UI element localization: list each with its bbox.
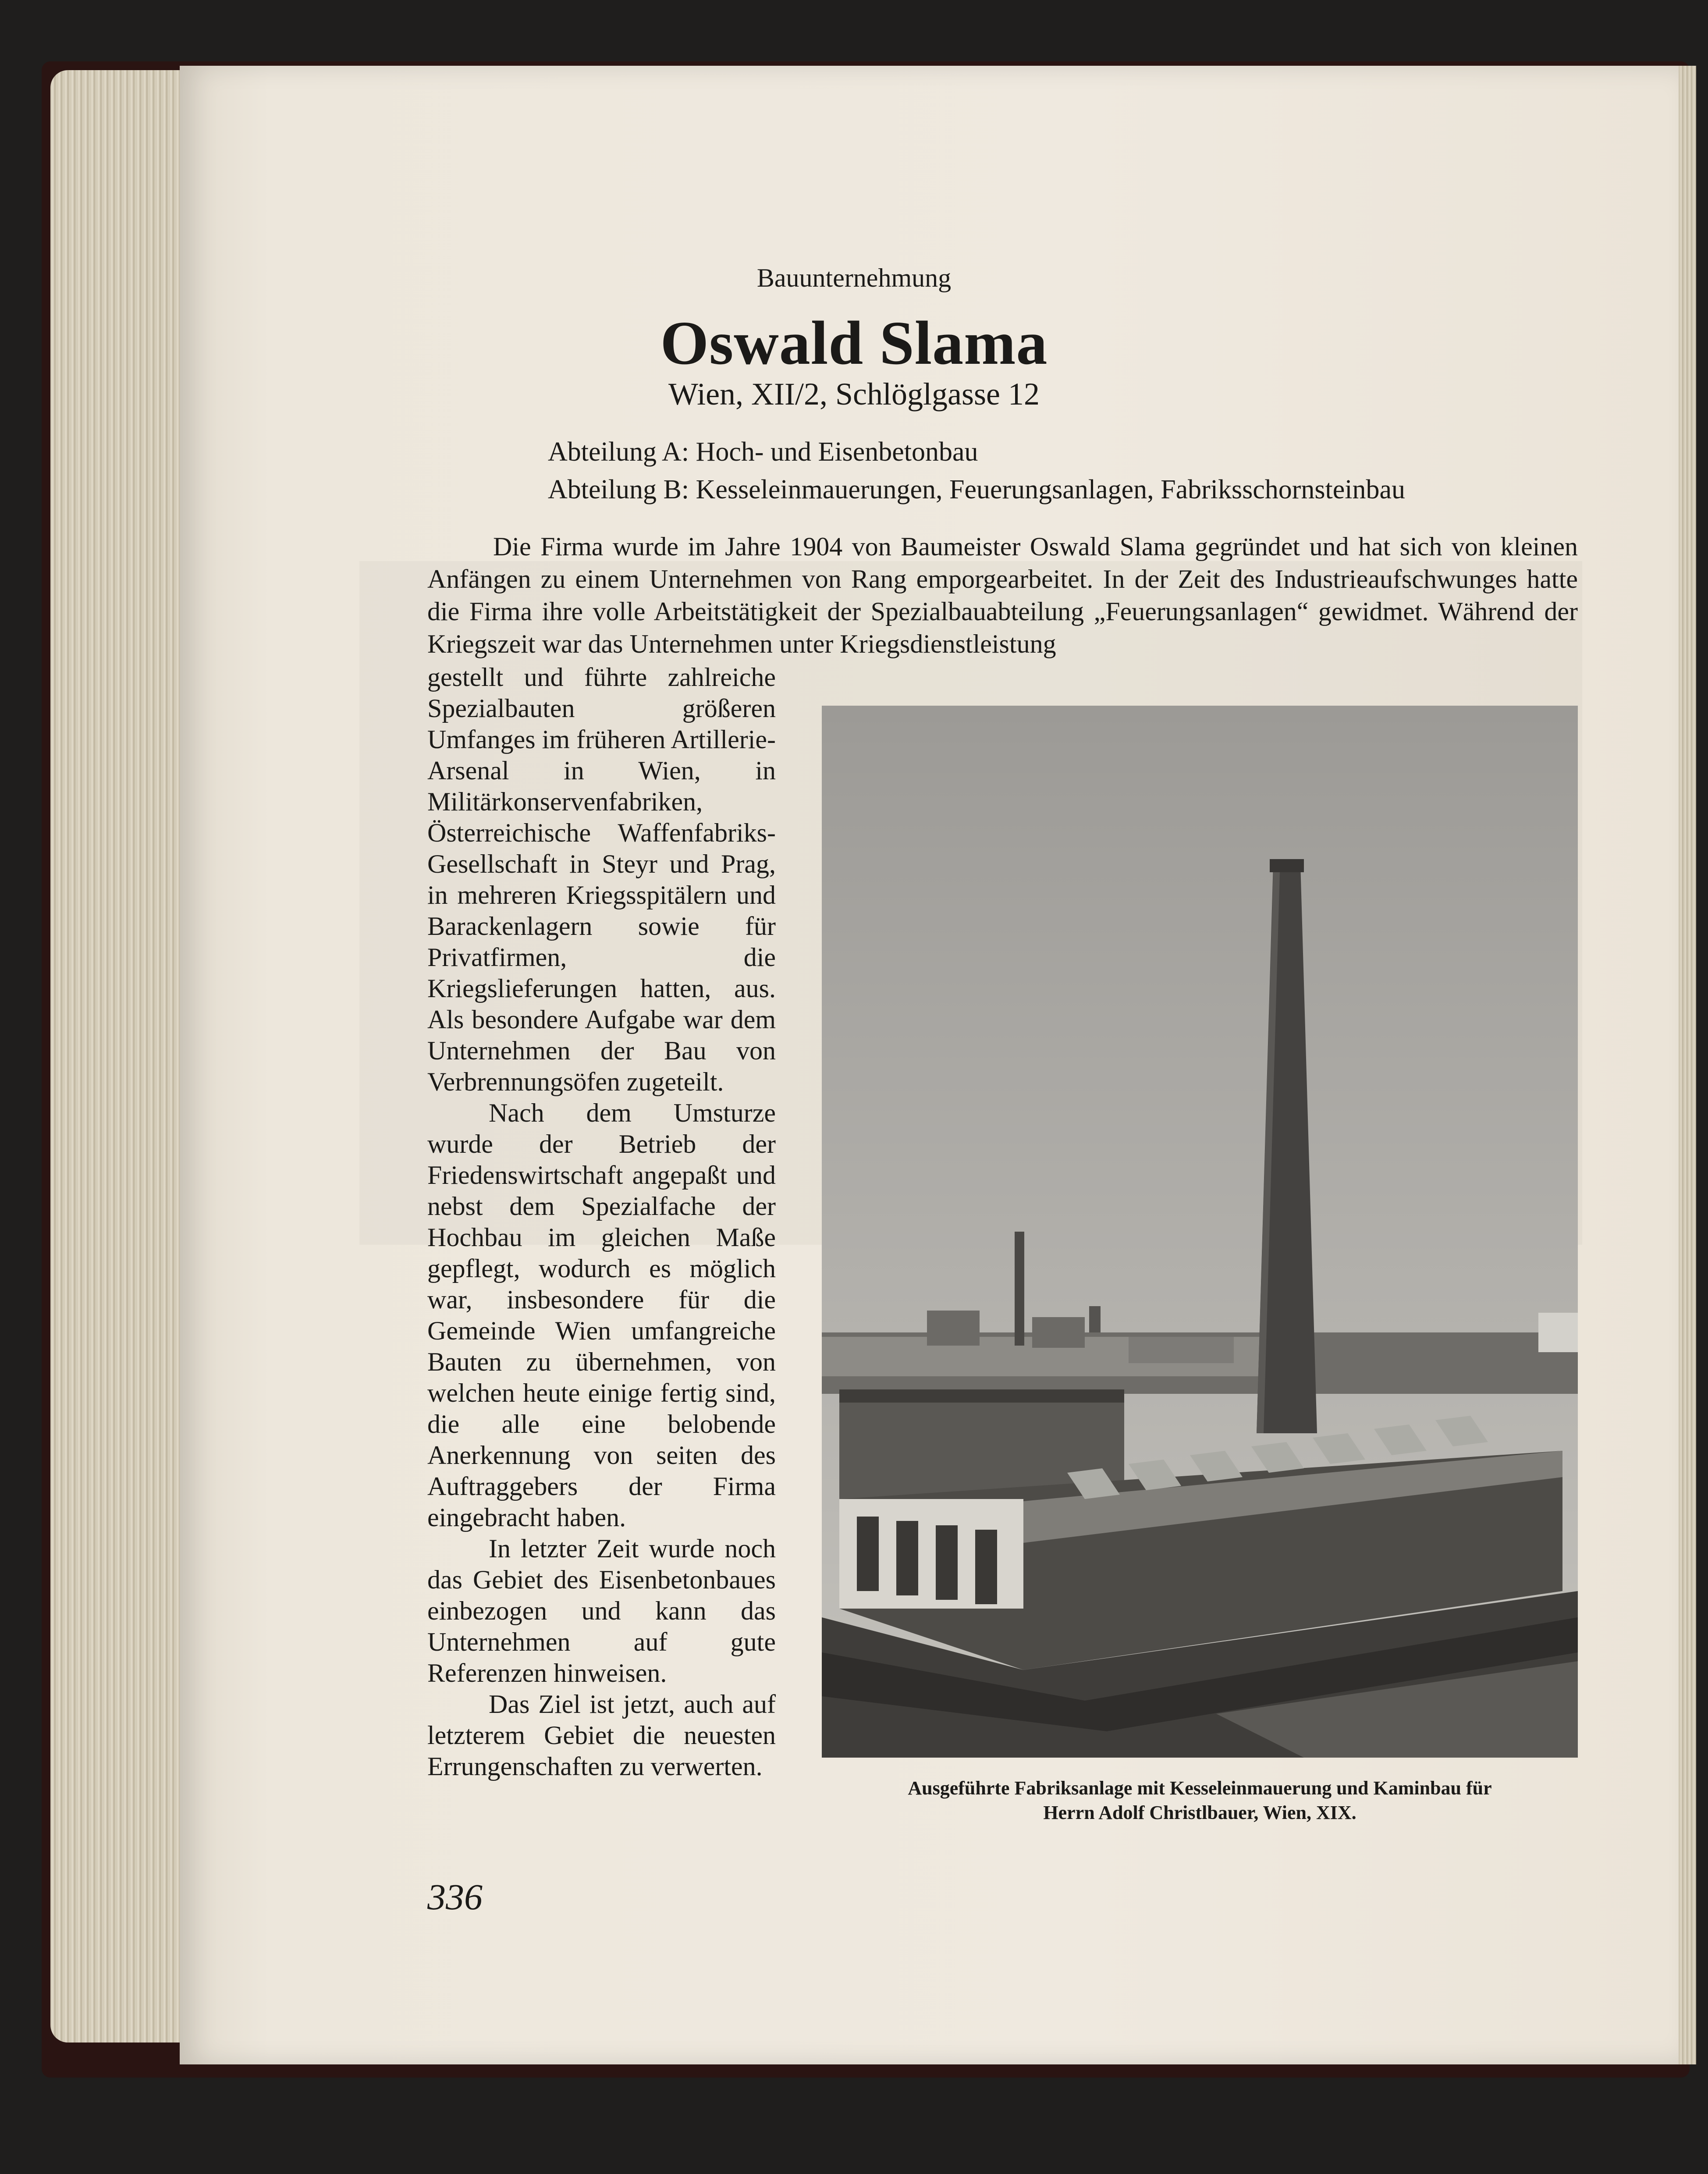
caption-line-2: Herrn Adolf Christlbauer, Wien, XIX.	[1043, 1802, 1356, 1823]
text-column	[427, 662, 776, 1782]
paragraph-reinforced-concrete: In letzter Zeit wurde noch das Gebiet des Eisenbetonbaues einbezogen und kann das Unternehmen auf gute Referenzen hinweisen.	[427, 1534, 776, 1687]
factory-photo	[822, 706, 1578, 1758]
paragraph-war-work: gestellt und führte zahlreiche Spezialbauten größeren Umfanges im früheren Artillerie-Arsenal in Wien, in Militärkonservenfabriken, Österreichische Waffenfabriks-Gesellschaft in Steyr und Prag, in mehreren Kriegsspitälern und Barackenlagern sowie für Privatfirmen, die Kriegslieferungen hatten, aus. Als besondere Aufgabe war dem Unternehmen der Bau von Verbrennungsöfen zugeteilt.	[427, 663, 776, 1096]
paragraph-after-war: Nach dem Umsturze wurde der Betrieb der Friedenswirtschaft angepaßt und nebst dem Spezialfache der Hochbau im gleichen Maße gepflegt, wodurch es möglich war, insbesondere für die Gemeinde Wien umfangreiche Bauten zu übernehmen, von welchen heute einige fertig sind, die alle eine belobende Anerkennung von seiten des Auftraggebers der Firma eingebracht haben.	[427, 1098, 776, 1532]
intro-paragraph: Die Firma wurde im Jahre 1904 von Baumeister Oswald Slama gegründet und hat sich von kleinen Anfängen zu einem Unternehmen von Rang emporgearbeitet. In der Zeit des Industrieaufschwunges hatte die Firma ihre volle Arbeitstätigkeit der Spezialbauabteilung „Feuerungsanlagen“ gewidmet. Während der Kriegszeit war das Unternehmen unter Kriegsdienstleistung	[427, 532, 1578, 658]
paragraph-goal: Das Ziel ist jetzt, auch auf letzterem Gebiet die neuesten Errungenschaften zu verwerten.	[427, 1690, 776, 1781]
company-address: Wien, XII/2, Schlöglgasse 12	[668, 377, 1040, 412]
photo-caption	[822, 1776, 1578, 1825]
caption-line-1: Ausgeführte Fabriksanlage mit Kesseleinmauerung und Kaminbau für	[908, 1777, 1492, 1799]
company-title: Oswald Slama	[660, 308, 1048, 377]
section-label: Bauunternehmung	[756, 263, 952, 292]
factory-illustration	[822, 706, 1578, 1758]
department-b: Abteilung B: Kesseleinmauerungen, Feuerungsanlagen, Fabriksschornsteinbau	[548, 475, 1405, 504]
page-number: 336	[427, 1877, 483, 1918]
department-a: Abteilung A: Hoch- und Eisenbetonbau	[548, 437, 978, 467]
